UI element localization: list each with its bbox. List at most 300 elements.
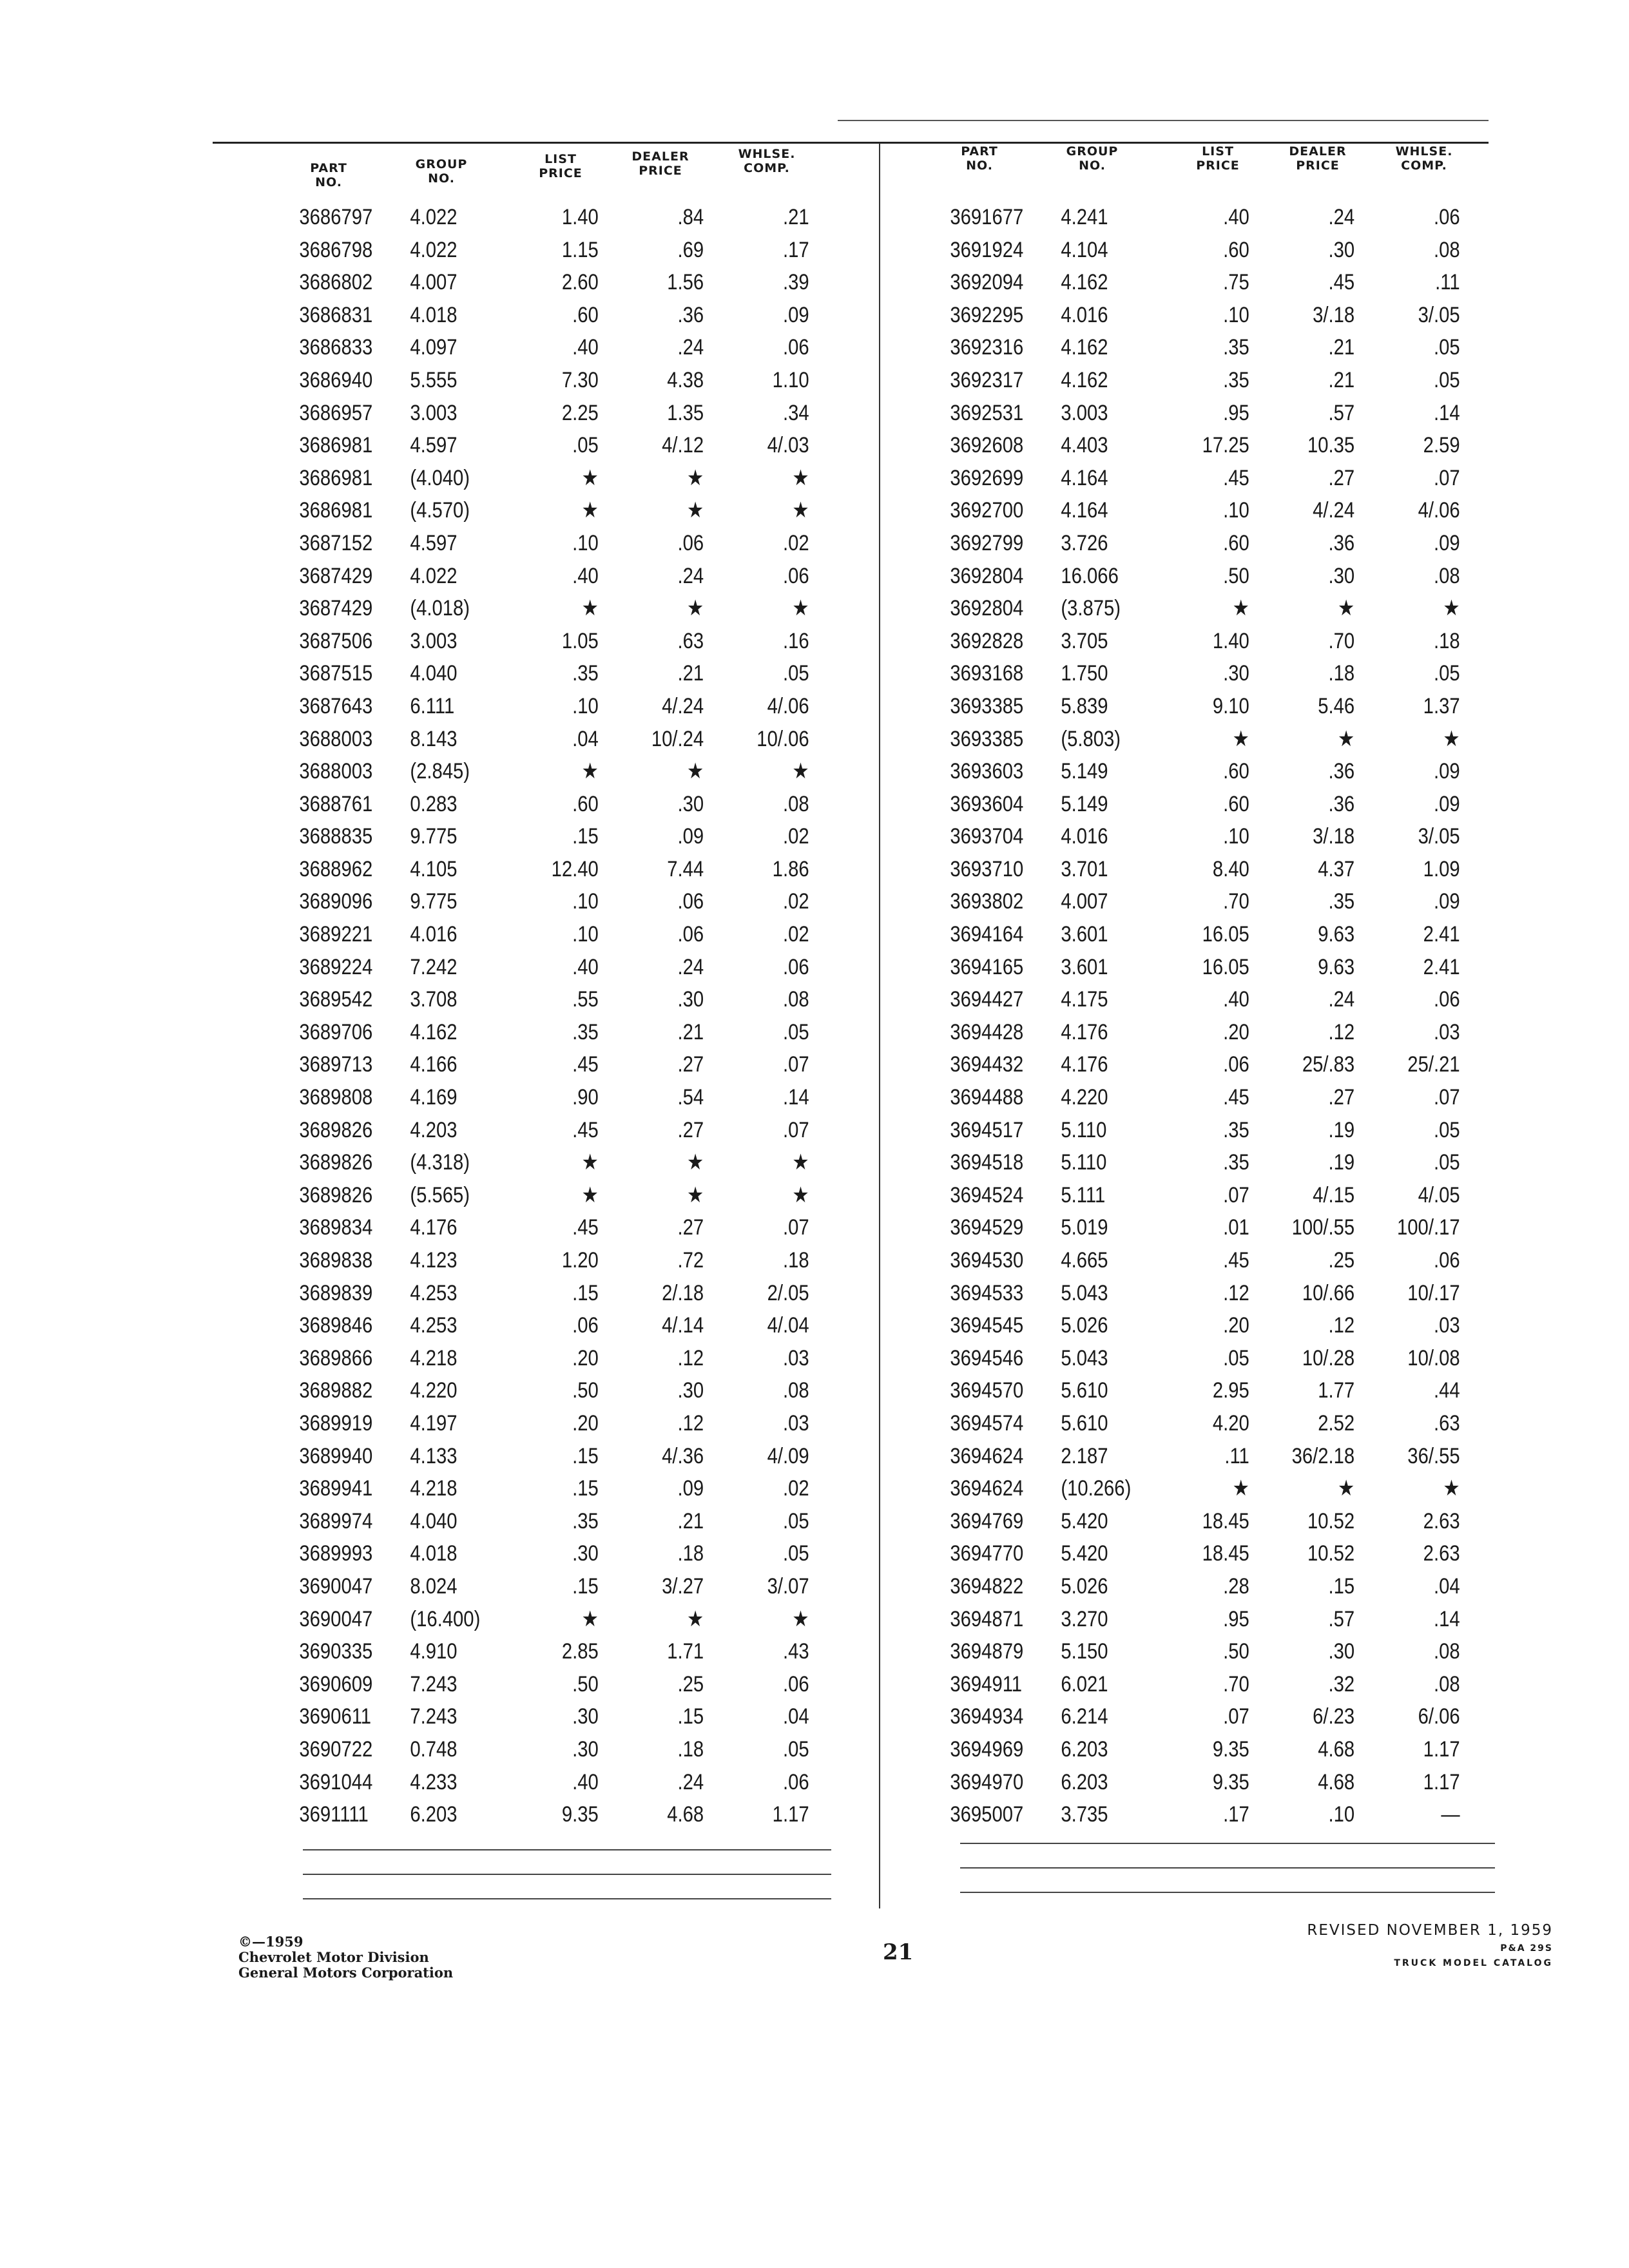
dealer-price-cell: 2.52 bbox=[1318, 1410, 1355, 1436]
list-price-cell: .30 bbox=[1223, 661, 1249, 686]
header-part-no: PART NO. bbox=[961, 144, 998, 173]
dealer-price-cell: ★ bbox=[686, 1182, 704, 1207]
part-no-cell: 3694911 bbox=[950, 1671, 1023, 1696]
whlse-comp-cell: .11 bbox=[1435, 270, 1460, 295]
list-price-cell: .10 bbox=[572, 889, 599, 914]
table-row bbox=[277, 429, 842, 462]
table-row bbox=[928, 1374, 1493, 1407]
whlse-comp-cell: .14 bbox=[1433, 400, 1460, 425]
dealer-price-cell: .21 bbox=[677, 661, 704, 686]
header-dealer-price: DEALER PRICE bbox=[631, 149, 689, 178]
part-no-cell: 3692608 bbox=[950, 433, 1024, 458]
dealer-price-cell: .25 bbox=[677, 1671, 704, 1696]
dealer-price-cell: 4.37 bbox=[1318, 856, 1355, 881]
table-row bbox=[277, 494, 842, 527]
catalog-title: TRUCK MODEL CATALOG bbox=[1394, 1958, 1553, 1968]
dealer-price-cell: 4/.12 bbox=[662, 433, 704, 458]
table-row bbox=[928, 397, 1493, 430]
whlse-comp-cell: .04 bbox=[782, 1704, 809, 1729]
dealer-price-cell: .57 bbox=[1328, 400, 1355, 425]
part-no-cell: 3689221 bbox=[299, 922, 373, 947]
whlse-comp-cell: .63 bbox=[1433, 1410, 1460, 1436]
part-no-cell: 3689542 bbox=[299, 987, 373, 1012]
table-row bbox=[928, 755, 1493, 788]
part-no-cell: 3689826 bbox=[299, 1117, 373, 1142]
part-no-cell: 3694970 bbox=[950, 1769, 1024, 1794]
whlse-comp-cell: ★ bbox=[792, 1606, 809, 1631]
list-price-cell: .28 bbox=[1223, 1573, 1249, 1599]
group-no-cell: 4.162 bbox=[1061, 367, 1108, 392]
table-header bbox=[928, 143, 1495, 201]
whlse-comp-cell: .06 bbox=[782, 954, 809, 979]
whlse-comp-cell: 2/.05 bbox=[767, 1280, 809, 1305]
group-no-cell: 4.176 bbox=[410, 1215, 458, 1240]
group-no-cell: 6.203 bbox=[1061, 1736, 1108, 1762]
whlse-comp-cell: .17 bbox=[782, 237, 809, 262]
part-no-cell: 3693603 bbox=[950, 759, 1024, 784]
part-no-cell: 3692317 bbox=[950, 367, 1024, 392]
whlse-comp-cell: 4/.03 bbox=[767, 433, 809, 458]
dealer-price-cell: 10/.24 bbox=[651, 726, 704, 751]
list-price-cell: 1.40 bbox=[1212, 628, 1249, 653]
whlse-comp-cell: ★ bbox=[1443, 596, 1460, 621]
group-no-cell: (10.266) bbox=[1061, 1476, 1132, 1501]
table-row bbox=[277, 1081, 842, 1114]
dealer-price-cell: .09 bbox=[677, 824, 704, 849]
list-price-cell: .15 bbox=[572, 1280, 599, 1305]
group-no-cell: 4.175 bbox=[1061, 987, 1108, 1012]
whlse-comp-cell: .39 bbox=[782, 270, 809, 295]
dealer-price-cell: .27 bbox=[1328, 1085, 1355, 1110]
part-no-cell: 3689846 bbox=[299, 1313, 373, 1338]
dealer-price-cell: .10 bbox=[1328, 1802, 1355, 1827]
group-no-cell: 0.283 bbox=[410, 791, 458, 816]
group-no-cell: 5.026 bbox=[1061, 1573, 1108, 1599]
whlse-comp-cell: .34 bbox=[782, 400, 809, 425]
part-no-cell: 3689866 bbox=[299, 1345, 373, 1370]
group-no-cell: 2.187 bbox=[1061, 1443, 1108, 1468]
dealer-price-cell: .06 bbox=[677, 530, 704, 555]
group-no-cell: 6.203 bbox=[1061, 1769, 1108, 1794]
group-no-cell: (4.570) bbox=[410, 498, 470, 523]
dealer-price-cell: 1.77 bbox=[1318, 1378, 1355, 1403]
whlse-comp-cell: 4/.05 bbox=[1418, 1182, 1460, 1207]
part-no-cell: 3693802 bbox=[950, 889, 1024, 914]
table-row bbox=[277, 1668, 842, 1701]
group-no-cell: 5.149 bbox=[1061, 791, 1108, 816]
group-no-cell: 4.220 bbox=[1061, 1085, 1108, 1110]
group-no-cell: 9.775 bbox=[410, 824, 458, 849]
whlse-comp-cell: .09 bbox=[1433, 530, 1460, 555]
list-price-cell: .35 bbox=[572, 661, 599, 686]
dealer-price-cell: 4.68 bbox=[1318, 1736, 1355, 1762]
dealer-price-cell: .70 bbox=[1328, 628, 1355, 653]
dealer-price-cell: 4/.14 bbox=[662, 1313, 704, 1338]
list-price-cell: .40 bbox=[572, 335, 599, 360]
group-no-cell: 4.016 bbox=[1061, 302, 1108, 327]
group-no-cell: 3.601 bbox=[1061, 954, 1108, 979]
group-no-cell: (5.803) bbox=[1061, 726, 1121, 751]
dealer-price-cell: .24 bbox=[677, 954, 704, 979]
part-no-cell: 3689826 bbox=[299, 1150, 373, 1175]
list-price-cell: 16.05 bbox=[1202, 954, 1249, 979]
table-row bbox=[277, 1635, 842, 1668]
table-row bbox=[277, 690, 842, 723]
list-price-cell: 9.35 bbox=[1212, 1769, 1249, 1794]
list-price-cell: 18.45 bbox=[1202, 1541, 1249, 1566]
part-no-cell: 3686831 bbox=[299, 302, 373, 327]
dealer-price-cell: .63 bbox=[677, 628, 704, 653]
list-price-cell: 1.15 bbox=[561, 237, 599, 262]
dealer-price-cell: 4/.36 bbox=[662, 1443, 704, 1468]
whlse-comp-cell: 10/.06 bbox=[757, 726, 809, 751]
list-price-cell: 1.40 bbox=[561, 205, 599, 229]
group-no-cell: 7.243 bbox=[410, 1671, 458, 1696]
group-no-cell: 3.003 bbox=[410, 628, 458, 653]
dealer-price-cell: .21 bbox=[677, 1019, 704, 1044]
revision-block bbox=[1282, 1920, 1553, 1970]
dealer-price-cell: .72 bbox=[677, 1248, 704, 1273]
part-no-cell: 3692699 bbox=[950, 465, 1024, 490]
left-table-body bbox=[277, 201, 844, 1831]
part-no-cell: 3694164 bbox=[950, 922, 1024, 947]
dealer-price-cell: .12 bbox=[677, 1345, 704, 1370]
group-no-cell: 4.164 bbox=[1061, 465, 1108, 490]
group-no-cell: 3.735 bbox=[1061, 1802, 1108, 1827]
list-price-cell: ★ bbox=[581, 465, 599, 490]
group-no-cell: 4.233 bbox=[410, 1769, 458, 1794]
group-no-cell: 4.403 bbox=[1061, 433, 1108, 458]
part-no-cell: 3694546 bbox=[950, 1345, 1024, 1370]
whlse-comp-cell: .05 bbox=[782, 1019, 809, 1044]
whlse-comp-cell: ★ bbox=[792, 759, 809, 784]
whlse-comp-cell: 2.41 bbox=[1423, 922, 1460, 947]
group-no-cell: 4.040 bbox=[410, 661, 458, 686]
table-row bbox=[928, 1277, 1493, 1310]
table-row bbox=[277, 625, 842, 658]
whlse-comp-cell: 1.10 bbox=[772, 367, 809, 392]
header-group-no: GROUP NO. bbox=[1066, 144, 1119, 173]
group-no-cell: 4.176 bbox=[1061, 1019, 1108, 1044]
part-no-cell: 3691924 bbox=[950, 237, 1024, 262]
group-no-cell: 6.214 bbox=[1061, 1704, 1108, 1729]
dealer-price-cell: 9.63 bbox=[1318, 954, 1355, 979]
whlse-comp-cell: .07 bbox=[782, 1117, 809, 1142]
dealer-price-cell: 10/.28 bbox=[1302, 1345, 1355, 1370]
list-price-cell: .60 bbox=[1223, 791, 1249, 816]
table-row bbox=[928, 1048, 1493, 1081]
dealer-price-cell: 10.35 bbox=[1307, 433, 1355, 458]
dealer-price-cell: .09 bbox=[677, 1476, 704, 1501]
list-price-cell: ★ bbox=[581, 596, 599, 621]
dealer-price-cell: 4.68 bbox=[1318, 1769, 1355, 1794]
list-price-cell: ★ bbox=[1232, 596, 1249, 621]
column-divider bbox=[879, 143, 880, 1908]
right-column bbox=[928, 143, 1495, 1831]
table-row bbox=[928, 1472, 1493, 1505]
dealer-price-cell: .15 bbox=[677, 1704, 704, 1729]
list-price-cell: .60 bbox=[572, 302, 599, 327]
header-list-price: LIST PRICE bbox=[1196, 144, 1240, 173]
table-header bbox=[277, 143, 844, 201]
part-no-cell: 3690335 bbox=[299, 1639, 373, 1664]
list-price-cell: 4.20 bbox=[1212, 1410, 1249, 1436]
dealer-price-cell: .30 bbox=[677, 987, 704, 1012]
group-no-cell: 16.066 bbox=[1061, 563, 1119, 588]
list-price-cell: .40 bbox=[572, 1769, 599, 1794]
dealer-price-cell: ★ bbox=[1337, 596, 1355, 621]
dealer-price-cell: ★ bbox=[686, 596, 704, 621]
dealer-price-cell: .24 bbox=[677, 563, 704, 588]
list-price-cell: .95 bbox=[1223, 1606, 1249, 1631]
part-no-cell: 3693704 bbox=[950, 824, 1024, 849]
part-no-cell: 3692316 bbox=[950, 335, 1024, 360]
part-no-cell: 3688835 bbox=[299, 824, 373, 849]
group-no-cell: 4.097 bbox=[410, 335, 458, 360]
dealer-price-cell: 1.56 bbox=[667, 270, 704, 295]
group-no-cell: 4.007 bbox=[1061, 889, 1108, 914]
dealer-price-cell: .12 bbox=[1328, 1019, 1355, 1044]
part-no-cell: 3694624 bbox=[950, 1476, 1024, 1501]
group-no-cell: 5.420 bbox=[1061, 1508, 1108, 1533]
table-row bbox=[928, 1146, 1493, 1179]
table-row bbox=[277, 364, 842, 397]
group-no-cell: 4.253 bbox=[410, 1280, 458, 1305]
dealer-price-cell: .18 bbox=[677, 1736, 704, 1762]
whlse-comp-cell: 4/.06 bbox=[767, 693, 809, 718]
part-no-cell: 3686798 bbox=[299, 237, 373, 262]
group-no-cell: 3.726 bbox=[1061, 530, 1108, 555]
part-no-cell: 3694769 bbox=[950, 1508, 1024, 1533]
dealer-price-cell: 2/.18 bbox=[662, 1280, 704, 1305]
group-no-cell: 9.775 bbox=[410, 889, 458, 914]
fill-line bbox=[303, 1849, 831, 1850]
list-price-cell: .45 bbox=[572, 1117, 599, 1142]
table-row bbox=[928, 234, 1493, 267]
group-no-cell: 3.701 bbox=[1061, 856, 1108, 881]
table-row bbox=[928, 1211, 1493, 1244]
table-row bbox=[277, 885, 842, 918]
whlse-comp-cell: .07 bbox=[1433, 465, 1460, 490]
list-price-cell: 16.05 bbox=[1202, 922, 1249, 947]
list-price-cell: .15 bbox=[572, 1443, 599, 1468]
list-price-cell: 1.05 bbox=[561, 628, 599, 653]
dealer-price-cell: 36/2.18 bbox=[1291, 1443, 1355, 1468]
part-no-cell: 3692828 bbox=[950, 628, 1024, 653]
table-row bbox=[928, 983, 1493, 1016]
dealer-price-cell: 3/.27 bbox=[662, 1573, 704, 1599]
list-price-cell: .07 bbox=[1223, 1182, 1249, 1207]
part-no-cell: 3694879 bbox=[950, 1639, 1024, 1664]
table-row bbox=[928, 1635, 1493, 1668]
table-row bbox=[928, 853, 1493, 886]
part-no-cell: 3689834 bbox=[299, 1215, 373, 1240]
dealer-price-cell: .84 bbox=[677, 205, 704, 229]
list-price-cell: .45 bbox=[572, 1215, 599, 1240]
dealer-price-cell: .36 bbox=[1328, 759, 1355, 784]
group-no-cell: 3.003 bbox=[1061, 400, 1108, 425]
whlse-comp-cell: .05 bbox=[1433, 661, 1460, 686]
dealer-price-cell: .21 bbox=[1328, 367, 1355, 392]
list-price-cell: .15 bbox=[572, 1573, 599, 1599]
group-no-cell: 4.218 bbox=[410, 1345, 458, 1370]
list-price-cell: .35 bbox=[1223, 335, 1249, 360]
part-no-cell: 3689706 bbox=[299, 1019, 373, 1044]
part-no-cell: 3689940 bbox=[299, 1443, 373, 1468]
part-no-cell: 3694934 bbox=[950, 1704, 1024, 1729]
list-price-cell: ★ bbox=[1232, 726, 1249, 751]
list-price-cell: .55 bbox=[572, 987, 599, 1012]
dealer-price-cell: .30 bbox=[1328, 237, 1355, 262]
whlse-comp-cell: .02 bbox=[782, 922, 809, 947]
whlse-comp-cell: 2.63 bbox=[1423, 1508, 1460, 1533]
table-row bbox=[928, 1309, 1493, 1342]
whlse-comp-cell: 1.17 bbox=[1423, 1769, 1460, 1794]
dealer-price-cell: .15 bbox=[1328, 1573, 1355, 1599]
part-no-cell: 3686981 bbox=[299, 433, 373, 458]
part-no-cell: 3691677 bbox=[950, 205, 1024, 229]
group-no-cell: 3.708 bbox=[410, 987, 458, 1012]
list-price-cell: .40 bbox=[1223, 205, 1249, 229]
whlse-comp-cell: .03 bbox=[1433, 1019, 1460, 1044]
whlse-comp-cell: .09 bbox=[782, 302, 809, 327]
part-no-cell: 3694969 bbox=[950, 1736, 1024, 1762]
table-row bbox=[277, 983, 842, 1016]
dealer-price-cell: .24 bbox=[1328, 987, 1355, 1012]
list-price-cell: .60 bbox=[1223, 759, 1249, 784]
table-row bbox=[277, 1244, 842, 1277]
dealer-price-cell: .25 bbox=[1328, 1248, 1355, 1273]
table-row bbox=[277, 820, 842, 853]
table-row bbox=[928, 1081, 1493, 1114]
whlse-comp-cell: .16 bbox=[782, 628, 809, 653]
part-no-cell: 3694770 bbox=[950, 1541, 1024, 1566]
part-no-cell: 3688962 bbox=[299, 856, 373, 881]
header-dealer-price: DEALER PRICE bbox=[1289, 144, 1347, 173]
table-row bbox=[277, 266, 842, 299]
group-no-cell: (4.018) bbox=[410, 596, 470, 621]
group-no-cell: 4.133 bbox=[410, 1443, 458, 1468]
dealer-price-cell: 100/.55 bbox=[1291, 1215, 1355, 1240]
whlse-comp-cell: .08 bbox=[1433, 1671, 1460, 1696]
group-no-cell: 5.610 bbox=[1061, 1410, 1108, 1436]
table-row bbox=[928, 266, 1493, 299]
part-no-cell: 3686797 bbox=[299, 205, 373, 229]
dealer-price-cell: 7.44 bbox=[667, 856, 704, 881]
part-no-cell: 3694432 bbox=[950, 1052, 1024, 1077]
list-price-cell: .35 bbox=[1223, 1150, 1249, 1175]
table-row bbox=[277, 1537, 842, 1570]
table-row bbox=[277, 1309, 842, 1342]
part-no-cell: 3690611 bbox=[299, 1704, 372, 1729]
dealer-price-cell: 4/.24 bbox=[1313, 498, 1355, 523]
whlse-comp-cell: .05 bbox=[1433, 367, 1460, 392]
list-price-cell: .75 bbox=[1223, 270, 1249, 295]
whlse-comp-cell: 3/.05 bbox=[1418, 302, 1460, 327]
table-row bbox=[277, 1016, 842, 1049]
table-row bbox=[928, 1342, 1493, 1375]
corporation-name: General Motors Corporation bbox=[238, 1965, 454, 1981]
part-no-cell: 3689974 bbox=[299, 1508, 373, 1533]
table-row bbox=[928, 951, 1493, 984]
whlse-comp-cell: .21 bbox=[782, 205, 809, 229]
list-price-cell: .50 bbox=[1223, 1639, 1249, 1664]
dealer-price-cell: .21 bbox=[677, 1508, 704, 1533]
part-no-cell: 3694574 bbox=[950, 1410, 1024, 1436]
dealer-price-cell: .18 bbox=[1328, 661, 1355, 686]
group-no-cell: 4.197 bbox=[410, 1410, 458, 1436]
part-no-cell: 3694570 bbox=[950, 1378, 1024, 1403]
dealer-price-cell: .54 bbox=[677, 1085, 704, 1110]
list-price-cell: .90 bbox=[572, 1085, 599, 1110]
whlse-comp-cell: .02 bbox=[782, 530, 809, 555]
list-price-cell: ★ bbox=[581, 1606, 599, 1631]
list-price-cell: 7.30 bbox=[561, 367, 599, 392]
whlse-comp-cell: .08 bbox=[1433, 237, 1460, 262]
list-price-cell: .06 bbox=[1223, 1052, 1249, 1077]
part-no-cell: 3687643 bbox=[299, 693, 373, 718]
group-no-cell: 3.270 bbox=[1061, 1606, 1108, 1631]
group-no-cell: 4.022 bbox=[410, 237, 458, 262]
part-no-cell: 3689993 bbox=[299, 1541, 373, 1566]
table-row bbox=[277, 397, 842, 430]
part-no-cell: 3686981 bbox=[299, 465, 373, 490]
part-no-cell: 3693604 bbox=[950, 791, 1024, 816]
group-no-cell: 4.166 bbox=[410, 1052, 458, 1077]
part-no-cell: 3694427 bbox=[950, 987, 1024, 1012]
group-no-cell: 5.110 bbox=[1061, 1117, 1107, 1142]
whlse-comp-cell: .08 bbox=[782, 987, 809, 1012]
dealer-price-cell: .12 bbox=[677, 1410, 704, 1436]
whlse-comp-cell: .06 bbox=[1433, 1248, 1460, 1273]
table-row bbox=[928, 918, 1493, 951]
whlse-comp-cell: .07 bbox=[782, 1215, 809, 1240]
dealer-price-cell: 5.46 bbox=[1318, 693, 1355, 718]
part-no-cell: 3689224 bbox=[299, 954, 373, 979]
list-price-cell: .04 bbox=[572, 726, 599, 751]
dealer-price-cell: .24 bbox=[677, 335, 704, 360]
part-no-cell: 3691111 bbox=[299, 1802, 369, 1827]
list-price-cell: ★ bbox=[1232, 1476, 1249, 1501]
whlse-comp-cell: .05 bbox=[782, 1736, 809, 1762]
list-price-cell: .07 bbox=[1223, 1704, 1249, 1729]
table-row bbox=[277, 1440, 842, 1473]
table-row bbox=[277, 1342, 842, 1375]
whlse-comp-cell: .06 bbox=[782, 335, 809, 360]
table-row bbox=[928, 592, 1493, 625]
whlse-comp-cell: .05 bbox=[1433, 1117, 1460, 1142]
part-no-cell: 3688003 bbox=[299, 759, 373, 784]
table-row bbox=[277, 657, 842, 690]
group-no-cell: 4.040 bbox=[410, 1508, 458, 1533]
part-no-cell: 3690722 bbox=[299, 1736, 373, 1762]
list-price-cell: .35 bbox=[1223, 1117, 1249, 1142]
group-no-cell: 4.162 bbox=[1061, 270, 1108, 295]
group-no-cell: 3.705 bbox=[1061, 628, 1108, 653]
group-no-cell: 6.203 bbox=[410, 1802, 458, 1827]
part-no-cell: 3695007 bbox=[950, 1802, 1024, 1827]
list-price-cell: 12.40 bbox=[551, 856, 599, 881]
whlse-comp-cell: .09 bbox=[1433, 759, 1460, 784]
part-no-cell: 3687429 bbox=[299, 596, 373, 621]
table-row bbox=[928, 1244, 1493, 1277]
group-no-cell: 4.241 bbox=[1061, 205, 1108, 229]
whlse-comp-cell: ★ bbox=[792, 1182, 809, 1207]
whlse-comp-cell: .05 bbox=[782, 1508, 809, 1533]
list-price-cell: .10 bbox=[1223, 824, 1249, 849]
list-price-cell: .30 bbox=[572, 1736, 599, 1762]
table-row bbox=[277, 1472, 842, 1505]
